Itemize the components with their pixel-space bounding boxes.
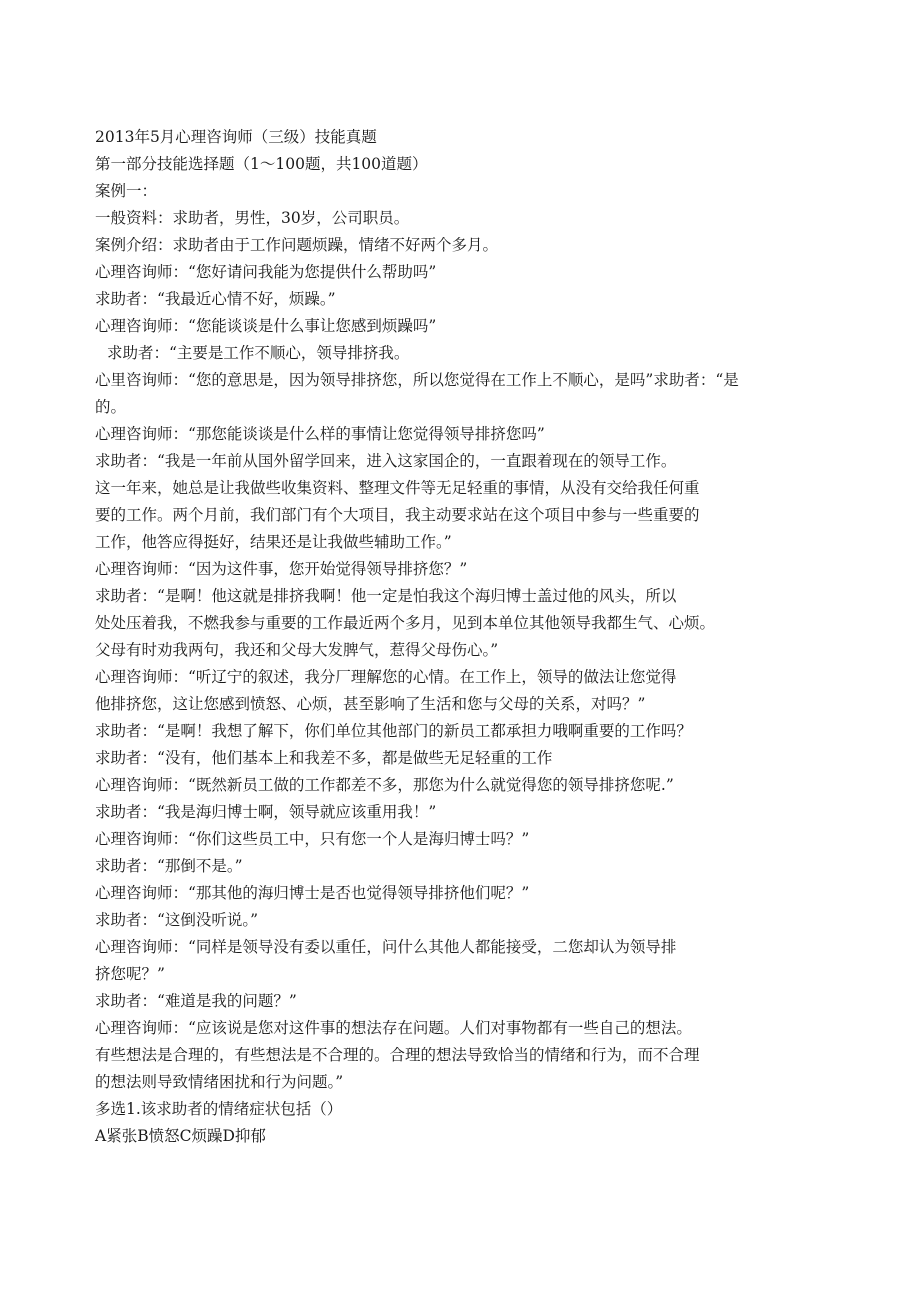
- text-line: 心理咨询师：“你们这些员工中，只有您一个人是海归博士吗？”: [95, 830, 530, 848]
- text-line: 案例介绍：求助者由于工作问题烦躁，情绪不好两个多月。: [95, 236, 499, 254]
- text-line: 挤您呢？”: [95, 965, 165, 983]
- text-line: 求助者：“难道是我的问题？”: [95, 992, 297, 1010]
- text-line: 心理咨询师：“既然新员工做的工作都差不多，那您为什么就觉得您的领导排挤您呢.”: [95, 776, 674, 794]
- text-line: 心里咨询师：“您的意思是，因为领导排挤您，所以您觉得在工作上不顺心，是吗”求助者：“是: [95, 371, 739, 389]
- text-line: 求助者：“没有，他们基本上和我差不多，都是做些无足轻重的工作: [95, 749, 553, 767]
- text-line: 心理咨询师：“同样是领导没有委以重任，问什么其他人都能接受，二您却认为领导排: [95, 938, 677, 956]
- text-line: 心理咨询师：“因为这件事，您开始觉得领导排挤您？”: [95, 560, 468, 578]
- section-heading: 第一部分技能选择题（1～100题，共100道题）: [95, 155, 428, 173]
- document-body: [95, 124, 810, 1150]
- text-line: 父母有时劝我两句，我还和父母大发脾气，惹得父母伤心。”: [95, 641, 499, 659]
- question-text: 多选1.该求助者的情绪症状包括（）: [95, 1100, 343, 1118]
- text-line: 的想法则导致情绪困扰和行为问题。”: [95, 1073, 344, 1091]
- text-line: 求助者：“主要是工作不顺心，领导排挤我。: [107, 344, 410, 362]
- text-line: 的。: [95, 398, 127, 416]
- text-line: 心理咨询师：“那您能谈谈是什么样的事情让您觉得领导排挤您吗”: [95, 425, 545, 443]
- text-line: 求助者：“是啊！我想了解下，你们单位其他部门的新员工都承担力哦啊重要的工作吗？: [95, 722, 692, 740]
- text-line: 求助者：“是啊！他这就是排挤我啊！他一定是怕我这个海归博士盖过他的风头，所以: [95, 587, 677, 605]
- text-line: 心理咨询师：“那其他的海归博士是否也觉得领导排挤他们呢？”: [95, 884, 530, 902]
- text-line: 求助者：“我是一年前从国外留学回来，进入这家国企的，一直跟着现在的领导工作。: [95, 452, 677, 470]
- document-title: 2013年5月心理咨询师（三级）技能真题: [95, 128, 377, 146]
- text-line: 心理咨询师：“应该说是您对这件事的想法存在问题。人们对事物都有一些自己的想法。: [95, 1019, 692, 1037]
- text-line: 处处压着我，不燃我参与重要的工作最近两个多月，见到本单位其他领导我都生气、心烦。: [95, 614, 716, 632]
- text-line: 心理咨询师：“您能谈谈是什么事让您感到烦躁吗”: [95, 317, 437, 335]
- text-line: 心理咨询师：“听辽宁的叙述，我分厂理解您的心情。在工作上，领导的做法让您觉得: [95, 668, 677, 686]
- text-line: 求助者：“那倒不是。”: [95, 857, 243, 875]
- text-line: 求助者：“我最近心情不好，烦躁。”: [95, 290, 336, 308]
- text-line: 求助者：“这倒没听说。”: [95, 911, 259, 929]
- text-line: 有些想法是合理的，有些想法是不合理的。合理的想法导致恰当的情绪和行为，而不合理: [95, 1046, 700, 1064]
- question-options: A紧张B愤怒C烦躁D抑郁: [95, 1127, 266, 1145]
- case-label: 案例一：: [95, 182, 158, 200]
- text-line: 一般资料：求助者，男性，30岁，公司职员。: [95, 209, 410, 227]
- text-line: 工作，他答应得挺好，结果还是让我做些辅助工作。”: [95, 533, 452, 551]
- text-line: 他排挤您，这让您感到愤怒、心烦，甚至影响了生活和您与父母的关系，对吗？”: [95, 695, 646, 713]
- text-line: 要的工作。两个月前，我们部门有个大项目，我主动要求站在这个项目中参与一些重要的: [95, 506, 700, 524]
- text-line: 求助者：“我是海归博士啊，领导就应该重用我！”: [95, 803, 437, 821]
- text-line: 心理咨询师：“您好请问我能为您提供什么帮助吗”: [95, 263, 437, 281]
- text-line: 这一年来，她总是让我做些收集资料、整理文件等无足轻重的事情，从没有交给我任何重: [95, 479, 700, 497]
